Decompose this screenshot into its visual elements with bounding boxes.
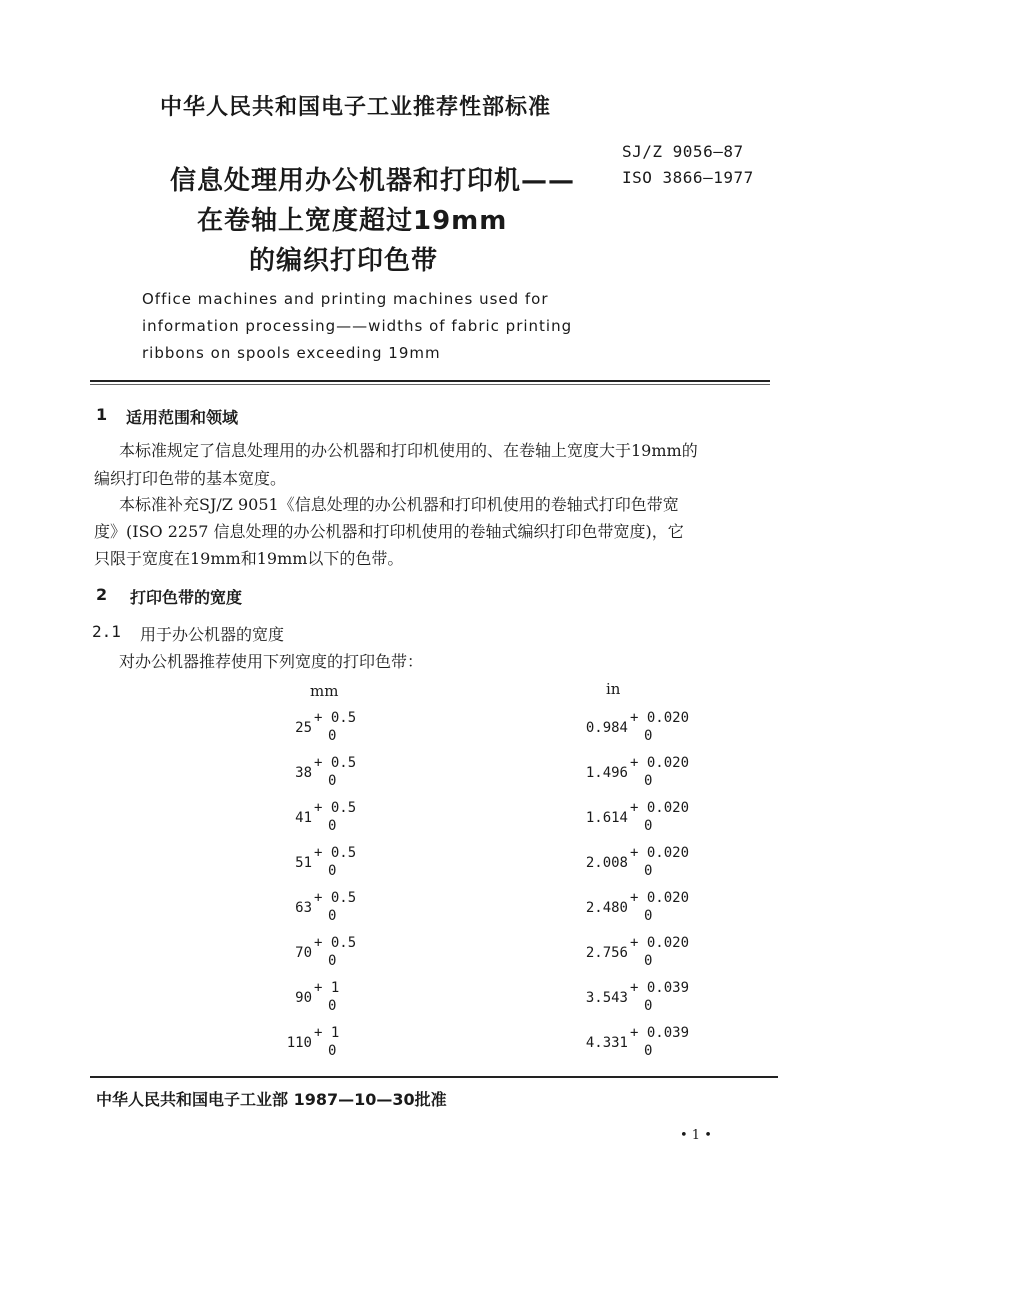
table-cell-in-value: 1.614	[585, 810, 628, 826]
top-divider	[90, 380, 770, 382]
table-cell-in-lower-tolerance: 0	[644, 1043, 653, 1059]
title-en-line-1: Office machines and printing machines used for	[142, 290, 549, 308]
table-cell-mm-value: 41	[295, 810, 312, 826]
table-cell-in-lower-tolerance: 0	[644, 908, 653, 924]
organization-header: 中华人民共和国电子工业推荐性部标准	[160, 95, 552, 120]
table-cell-mm-lower-tolerance: 0	[328, 773, 337, 789]
section-1-paragraph-1-line-1: 本标准规定了信息处理用的办公机器和打印机使用的、在卷轴上宽度大于19mm的	[119, 441, 698, 460]
table-cell-mm-upper-tolerance: + 0.5	[314, 755, 357, 771]
table-cell-mm-lower-tolerance: 0	[328, 1043, 337, 1059]
table-cell-in-value: 0.984	[585, 720, 628, 736]
table-cell-in-value: 2.008	[585, 855, 628, 871]
table-cell-mm-upper-tolerance: + 0.5	[314, 800, 357, 816]
table-cell-mm-lower-tolerance: 0	[328, 863, 337, 879]
table-cell-mm-lower-tolerance: 0	[328, 818, 337, 834]
approval-footer: 中华人民共和国电子工业部 1987—10—30批准	[96, 1090, 447, 1109]
table-cell-in-upper-tolerance: + 0.020	[630, 890, 690, 906]
iso-number: ISO 3866—1977	[622, 168, 754, 187]
section-1-paragraph-2-line-1: 本标准补充SJ/Z 9051《信息处理的办公机器和打印机使用的卷轴式打印色带宽	[119, 495, 679, 514]
table-cell-in-value: 3.543	[585, 990, 628, 1006]
section-2-1-intro: 对办公机器推荐使用下列宽度的打印色带：	[119, 652, 424, 671]
title-zh-line-3: 的编织打印色带	[249, 246, 439, 276]
table-cell-in-lower-tolerance: 0	[644, 953, 653, 969]
table-cell-mm-value: 110	[286, 1035, 312, 1051]
table-cell-in-upper-tolerance: + 0.020	[630, 800, 690, 816]
table-cell-in-value: 2.756	[585, 945, 628, 961]
title-zh-line-1: 信息处理用办公机器和打印机——	[170, 166, 576, 196]
standard-number: SJ/Z 9056—87	[622, 142, 744, 161]
table-cell-mm-value: 38	[295, 765, 312, 781]
table-cell-mm-upper-tolerance: + 0.5	[314, 710, 357, 726]
table-cell-in-upper-tolerance: + 0.020	[630, 710, 690, 726]
table-cell-mm-upper-tolerance: + 0.5	[314, 890, 357, 906]
column-unit-in: in	[606, 680, 621, 698]
table-cell-mm-lower-tolerance: 0	[328, 728, 337, 744]
page-number: • 1 •	[680, 1128, 712, 1143]
table-cell-mm-value: 63	[295, 900, 312, 916]
section-1-title: 适用范围和领域	[126, 408, 239, 427]
section-1-number: 1	[96, 405, 108, 424]
table-cell-in-upper-tolerance: + 0.020	[630, 845, 690, 861]
table-cell-in-value: 2.480	[585, 900, 628, 916]
table-cell-in-lower-tolerance: 0	[644, 773, 653, 789]
table-cell-mm-lower-tolerance: 0	[328, 998, 337, 1014]
table-cell-mm-lower-tolerance: 0	[328, 908, 337, 924]
table-cell-in-upper-tolerance: + 0.020	[630, 935, 690, 951]
table-cell-mm-upper-tolerance: + 0.5	[314, 935, 357, 951]
section-2-title: 打印色带的宽度	[130, 588, 243, 607]
column-unit-mm: mm	[310, 682, 339, 700]
section-1-paragraph-2-line-2: 度》(ISO 2257 信息处理的办公机器和打印机使用的卷轴式编织打印色带宽度)，它	[94, 522, 684, 541]
section-1-paragraph-1-line-2: 编织打印色带的基本宽度。	[94, 469, 287, 488]
title-zh-line-2: 在卷轴上宽度超过19mm	[197, 206, 508, 236]
table-cell-mm-value: 25	[295, 720, 312, 736]
table-cell-mm-upper-tolerance: + 1	[314, 980, 340, 996]
table-cell-mm-upper-tolerance: + 0.5	[314, 845, 357, 861]
table-cell-in-lower-tolerance: 0	[644, 728, 653, 744]
section-2-1-number: 2.1	[92, 622, 121, 641]
table-cell-in-lower-tolerance: 0	[644, 863, 653, 879]
table-cell-in-lower-tolerance: 0	[644, 818, 653, 834]
table-cell-mm-value: 51	[295, 855, 312, 871]
table-cell-in-lower-tolerance: 0	[644, 998, 653, 1014]
table-cell-in-upper-tolerance: + 0.020	[630, 755, 690, 771]
bottom-divider	[90, 1076, 778, 1078]
table-cell-in-value: 1.496	[585, 765, 628, 781]
table-cell-mm-value: 90	[295, 990, 312, 1006]
section-2-1-title: 用于办公机器的宽度	[140, 625, 285, 644]
title-en-line-3: ribbons on spools exceeding 19mm	[142, 344, 441, 362]
table-cell-in-upper-tolerance: + 0.039	[630, 1025, 690, 1041]
table-cell-mm-upper-tolerance: + 1	[314, 1025, 340, 1041]
section-1-paragraph-2-line-3: 只限于宽度在19mm和19mm以下的色带。	[94, 549, 404, 568]
section-2-number: 2	[96, 585, 108, 604]
table-cell-mm-value: 70	[295, 945, 312, 961]
table-cell-mm-lower-tolerance: 0	[328, 953, 337, 969]
top-divider-thin	[90, 384, 770, 385]
table-cell-in-value: 4.331	[585, 1035, 628, 1051]
table-cell-in-upper-tolerance: + 0.039	[630, 980, 690, 996]
title-en-line-2: information processing——widths of fabric printing	[142, 317, 573, 335]
